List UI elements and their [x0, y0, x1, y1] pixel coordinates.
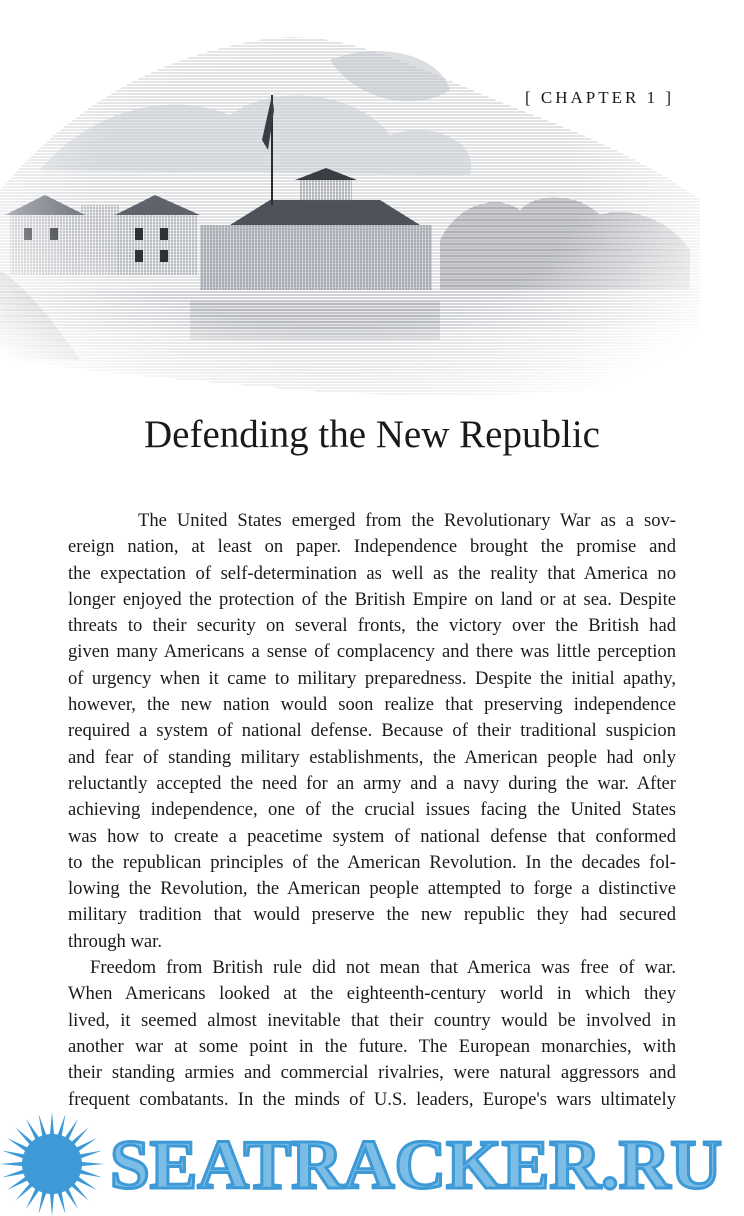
- chapter-label: [ CHAPTER 1 ]: [524, 88, 674, 107]
- text-line: frequent combatants. In the minds of U.S. leaders, Europe's wars ultimately: [68, 1088, 676, 1110]
- text-line: given many Americans a sense of complacency and there was little perception: [68, 641, 676, 663]
- body-text: [68, 508, 676, 1113]
- text-line: lowing the Revolution, the American people attempted to forge a distinctive: [68, 878, 676, 900]
- text-line: however, the new nation would soon realize that preserving independence: [68, 694, 676, 716]
- sun-ray: [80, 1162, 104, 1166]
- sun-burst-icon: [0, 1112, 104, 1216]
- paragraph-2: [68, 955, 676, 1113]
- text-line: military tradition that would preserve the new republic they had secured: [68, 904, 676, 926]
- watermark: [0, 1102, 744, 1216]
- sun-ray: [50, 1192, 54, 1216]
- sun-ray: [0, 1162, 24, 1166]
- sun-ray: [78, 1169, 102, 1177]
- text-line: The United States emerged from the Revolutionary War as a sov-: [138, 510, 676, 531]
- sun-ray: [2, 1151, 26, 1159]
- text-line: reluctantly accepted the need for an army and a navy during the war. After: [68, 772, 676, 794]
- sun-ray: [78, 1151, 102, 1159]
- sun-ray: [57, 1114, 65, 1138]
- text-line: to the republican principles of the American Revolution. In the decades fol-: [68, 851, 676, 873]
- text-line: through war.: [68, 930, 162, 952]
- text-line: longer enjoyed the protection of the British Empire on land or at sea. Despite: [68, 588, 676, 610]
- text-line: the expectation of self-determination as well as the reality that America no: [68, 562, 676, 584]
- chapter-title: Defending the New Republic: [144, 413, 600, 456]
- text-line: and fear of standing military establishments, the American people had only: [68, 746, 676, 768]
- chapter-illustration: [0, 0, 744, 420]
- sun-ray: [2, 1169, 26, 1177]
- text-line: their standing armies and commercial rivalries, were natural aggressors and: [68, 1062, 676, 1084]
- text-line: achieving independence, one of the crucial issues facing the United States: [68, 799, 676, 821]
- watermark-text: SEATRACKER.RU: [110, 1127, 722, 1204]
- paragraph-1: [68, 508, 676, 955]
- sun-ray: [50, 1112, 54, 1136]
- text-line: When Americans looked at the eighteenth-century world in which they: [68, 983, 676, 1005]
- sun-ray: [57, 1190, 65, 1214]
- text-line: Freedom from British rule did not mean that America was free of war.: [90, 957, 676, 979]
- text-line: required a system of national defense. Because of their traditional suspicion: [68, 720, 676, 742]
- text-line: was how to create a peacetime system of national defense that conformed: [68, 825, 676, 847]
- sun-ray: [39, 1190, 47, 1214]
- text-line: of urgency when it came to military preparedness. Despite the initial apathy,: [68, 667, 676, 689]
- text-line: threats to their security on several fronts, the victory over the British had: [68, 615, 676, 637]
- text-line: lived, it seemed almost inevitable that their country would be involved in: [68, 1009, 676, 1031]
- text-line: another war at some point in the future. The European monarchies, with: [68, 1035, 676, 1057]
- sun-ray: [39, 1114, 47, 1138]
- text-line: ereign nation, at least on paper. Independence brought the promise and: [68, 536, 676, 558]
